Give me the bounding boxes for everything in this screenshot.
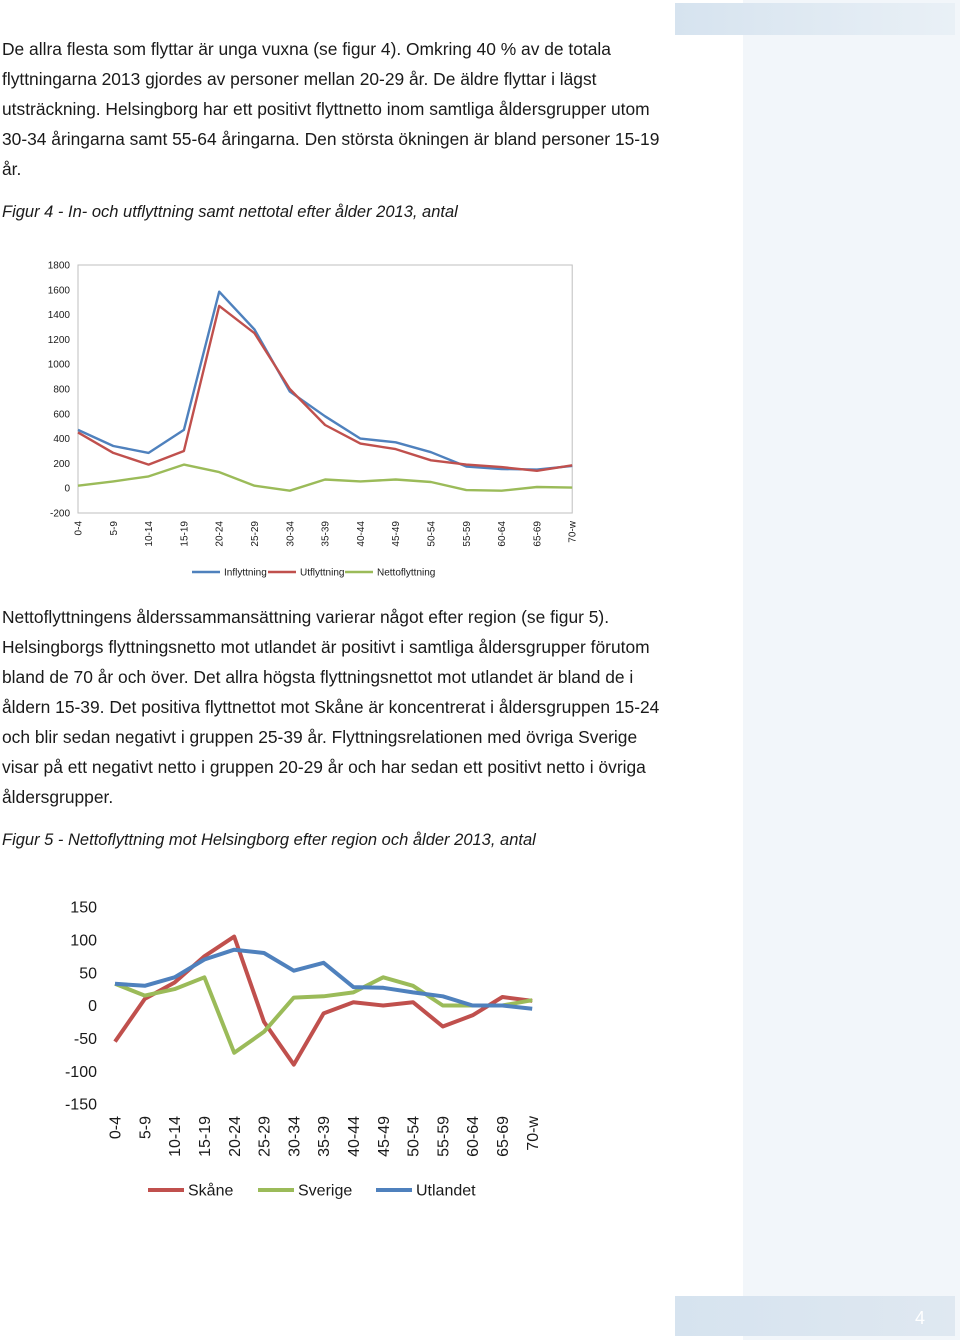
y-tick-label: 1800 (47, 260, 70, 272)
series-line-skåne (115, 937, 532, 1065)
series-line-utflyttning (78, 306, 572, 471)
legend-label: Skåne (188, 1182, 234, 1200)
x-tick-label: 10-14 (167, 1116, 185, 1157)
figure-5-chart (0, 880, 640, 1225)
x-tick-label: 15-19 (179, 521, 191, 547)
x-tick-label: 5-9 (108, 521, 120, 536)
page-number-box (675, 1296, 955, 1336)
y-tick-label: 1200 (47, 334, 70, 346)
x-tick-label: 10-14 (144, 521, 156, 547)
x-tick-label: 40-44 (355, 521, 367, 547)
x-tick-label: 35-39 (316, 1116, 334, 1157)
right-sidebar-band (743, 0, 960, 1340)
x-tick-label: 45-49 (375, 1116, 393, 1157)
x-tick-label: 50-54 (405, 1116, 423, 1157)
y-tick-label: -150 (64, 1096, 97, 1114)
x-tick-label: 25-29 (250, 521, 261, 547)
x-tick-label: 35-39 (320, 521, 332, 547)
x-tick-label: 30-34 (286, 1116, 304, 1157)
x-tick-label: 60-64 (465, 1116, 483, 1157)
paragraph-region-distribution: Nettoflyttningens ålderssammansättning varierar något efter region (se figur 5). Helsingborgs flyttningsnetto mot utlandet är positivt i samtliga åldersgrupper förutom bland de 70 år och över. Det allra högsta flyttningsnettot mot utlandet är bland de i åldern 15-39. Det positiva flyttnettot mot Skåne är koncentrerat i åldersgruppen 15-24 och blir sedan negativt i gruppen 25-39 år. Flyttningsrelationen med övriga Sverige visar på ett negativt netto i gruppen 20-29 år och har sedan ett positivt netto i övriga åldersgrupper. (2, 607, 660, 807)
x-tick-label: 65-69 (495, 1116, 512, 1157)
paragraph-age-distribution: De allra flesta som flyttar är unga vuxna (se figur 4). Omkring 40 % av de totala flyttningarna 2013 gjordes av personer mellan 20-29 år. De äldre flyttar i lägst utsträckning. Helsingborg har ett positivt flyttnetto inom samtliga åldersgrupper utom 30-34 åringarna samt 55-64 åringarna. Den största ökningen är bland personer 15-19 år. (2, 39, 660, 179)
legend-label: Utflyttning (300, 567, 345, 579)
x-tick-label: 0-4 (107, 1116, 125, 1140)
y-tick-label: 0 (64, 483, 70, 495)
y-tick-label: 200 (53, 458, 70, 470)
legend-label: Sverige (298, 1182, 353, 1200)
y-tick-label: 1000 (47, 359, 70, 371)
legend-label: Nettoflyttning (377, 567, 436, 579)
legend-label: Utlandet (416, 1182, 476, 1200)
y-tick-label: 0 (88, 998, 97, 1016)
figure-4-caption: Figur 4 - In- och utflyttning samt nettotal efter ålder 2013, antal (2, 203, 458, 221)
x-tick-label: 15-19 (197, 1116, 214, 1157)
x-tick-label: 0-4 (73, 521, 85, 536)
x-tick-label: 45-49 (391, 521, 403, 547)
figure-4-chart (0, 240, 640, 590)
y-tick-label: 100 (70, 932, 97, 950)
x-tick-label: 55-59 (435, 1116, 453, 1157)
sidebar-header-band (675, 3, 955, 35)
y-tick-label: 800 (53, 384, 70, 396)
x-tick-label: 40-44 (346, 1116, 363, 1157)
x-tick-label: 30-34 (285, 521, 297, 547)
x-tick-label: 20-24 (214, 521, 226, 547)
y-tick-label: -200 (49, 508, 70, 520)
y-tick-label: -100 (64, 1063, 97, 1081)
series-line-inflyttning (78, 292, 572, 470)
x-tick-label: 50-54 (426, 521, 438, 547)
x-tick-label: 5-9 (137, 1116, 155, 1140)
page-number: 4 (914, 1308, 925, 1328)
legend-label: Inflyttning (224, 567, 267, 579)
x-tick-label: 70-w (567, 521, 579, 543)
x-tick-label: 20-24 (226, 1116, 244, 1157)
x-tick-label: 25-29 (256, 1116, 274, 1157)
y-tick-label: 150 (70, 899, 97, 917)
y-tick-label: 1600 (47, 285, 70, 297)
y-tick-label: -50 (73, 1030, 97, 1048)
y-tick-label: 600 (53, 409, 70, 421)
y-tick-label: 400 (53, 434, 70, 446)
x-tick-label: 70-w (524, 1116, 542, 1151)
figure-5-caption: Figur 5 - Nettoflyttning mot Helsingborg efter region och ålder 2013, antal (2, 831, 536, 849)
x-tick-label: 55-59 (461, 521, 473, 547)
y-tick-label: 1400 (47, 310, 70, 322)
y-tick-label: 50 (79, 965, 97, 983)
x-tick-label: 65-69 (532, 521, 544, 547)
x-tick-label: 60-64 (497, 521, 509, 547)
